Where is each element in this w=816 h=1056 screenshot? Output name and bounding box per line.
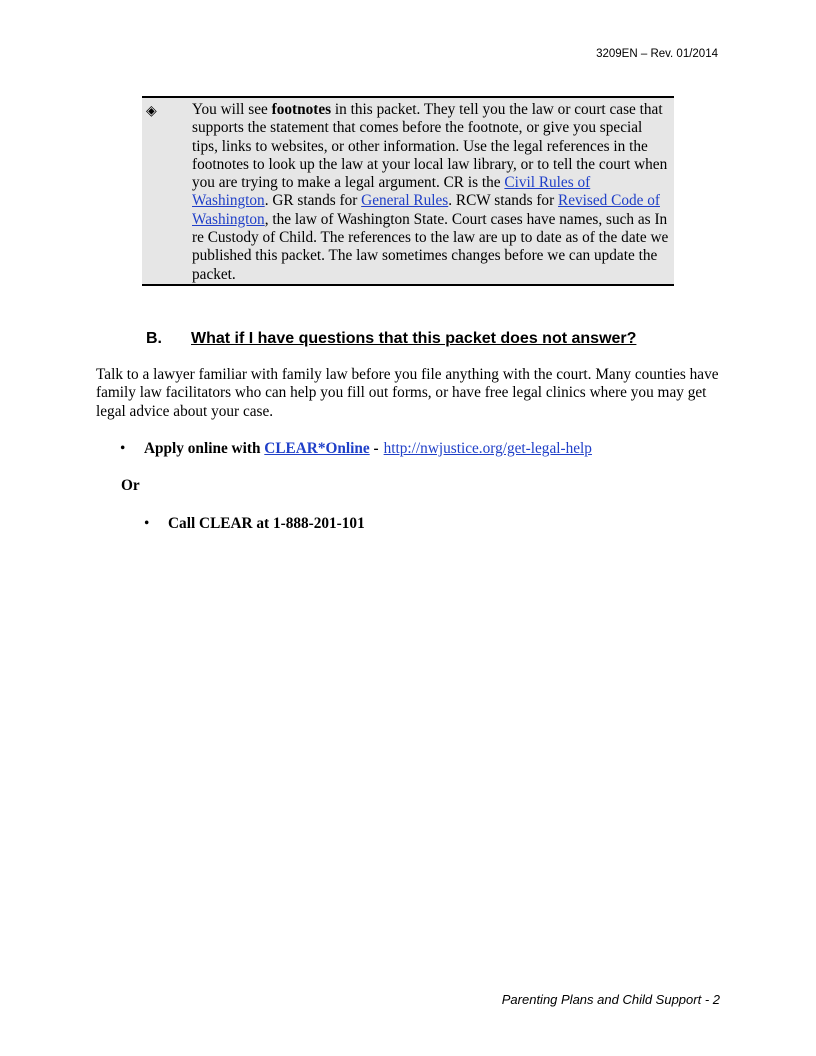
bullet-icon: • xyxy=(144,515,150,532)
general-rules-link[interactable]: General Rules xyxy=(361,192,449,210)
apply-prefix: Apply online with xyxy=(144,440,265,457)
or-label: Or xyxy=(121,477,140,494)
diamond-bullet-icon: ◈ xyxy=(146,103,157,119)
section-b-heading xyxy=(146,330,706,348)
rcw-link[interactable]: Revised Code of Washington xyxy=(192,192,660,228)
call-clear-text: Call CLEAR at 1-888-201-101 xyxy=(168,515,365,532)
bullet-icon: • xyxy=(120,440,126,457)
footnote-info-box xyxy=(142,96,674,286)
clear-online-link[interactable]: CLEAR*Online xyxy=(264,440,370,457)
section-b-paragraph: Talk to a lawyer familiar with family law before you file anything with the court. Many counties have family law facilitators who can help you fill out forms, or have free legal clinics where you may get legal advice about your case. xyxy=(96,366,719,420)
civil-rules-link[interactable]: Civil Rules of Washington xyxy=(192,174,591,210)
footnote-info-text xyxy=(192,101,670,284)
note-text-2: in this packet. They tell you the law or court case that supports the statement that comes before the footnote, or give you special tips, links to websites, or other information. Use the legal references in the footnotes to look up the law at your local law library, or to tell the court when you are trying to make a legal argument. CR is the xyxy=(192,101,668,192)
note-text-3: . GR stands for xyxy=(264,192,362,210)
apply-separator: - xyxy=(369,440,379,457)
note-text-4: . RCW stands for xyxy=(448,192,559,210)
nwjustice-url-link[interactable]: http://nwjustice.org/get-legal-help xyxy=(383,440,592,457)
section-title: What if I have questions that this packet does not answer? xyxy=(191,330,637,347)
note-text-1: You will see xyxy=(192,101,272,118)
apply-online-text xyxy=(144,440,592,458)
section-letter: B. xyxy=(146,330,162,347)
note-bold-footnotes: footnotes xyxy=(271,101,332,118)
document-code: 3209EN – Rev. 01/2014 xyxy=(596,48,718,60)
note-text-5: , the law of Washington State. Court cases have names, such as In re Custody of Child. The references to the law are up to date as of the date we published this packet. The law sometimes changes before we can update the packet. xyxy=(192,210,669,283)
page-footer: Parenting Plans and Child Support - 2 xyxy=(501,992,720,1007)
